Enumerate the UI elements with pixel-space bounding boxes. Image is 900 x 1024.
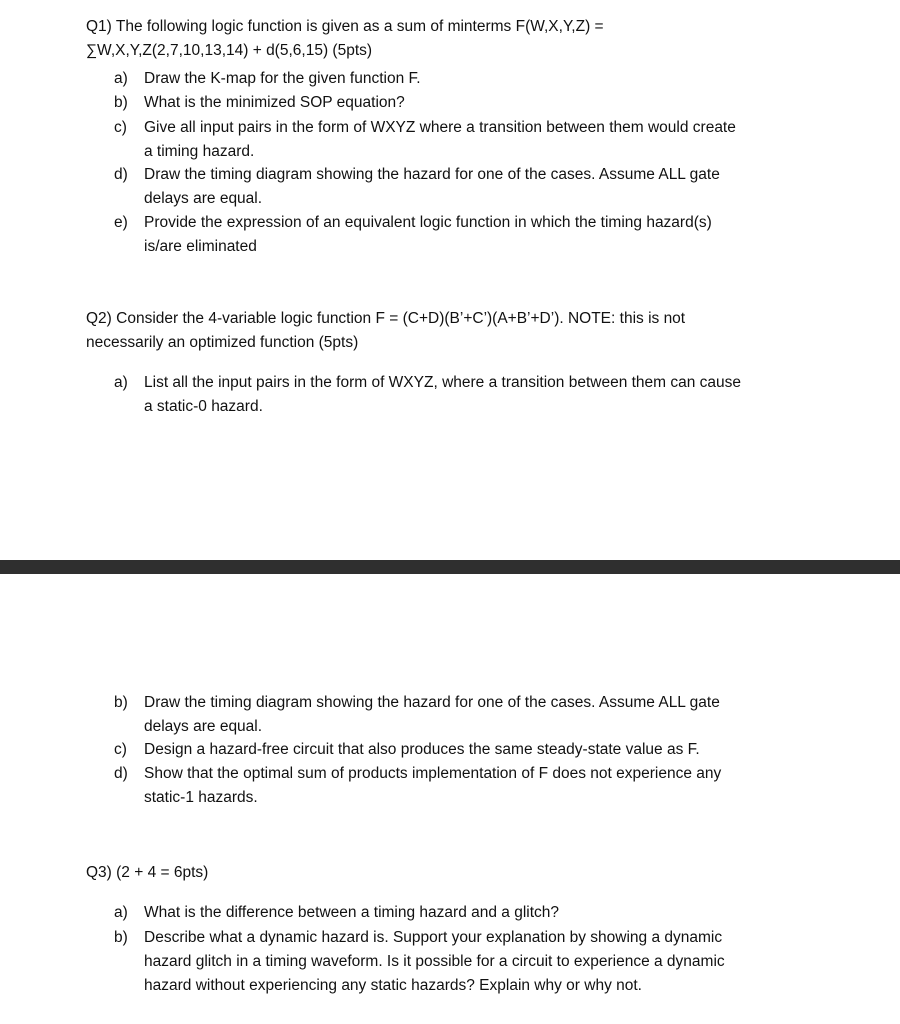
q1-item-e-text xyxy=(144,211,844,259)
q2-item-b-text xyxy=(144,691,844,739)
q2-item-c-text xyxy=(144,738,844,762)
q2-item-d-text xyxy=(144,762,844,810)
q2-item-c-label: c) xyxy=(114,741,127,758)
q1-item-d-label: d) xyxy=(114,166,128,183)
q1-item-b-text xyxy=(144,91,844,115)
q1-item-e-line2: is/are eliminated xyxy=(144,238,257,255)
q1-item-d-line1: Draw the timing diagram showing the hazard for one of the cases. Assume ALL gate xyxy=(144,166,720,183)
q1-item-d-line2: delays are equal. xyxy=(144,190,263,207)
q3-item-b-line3: hazard without experiencing any static hazards? Explain why or why not. xyxy=(144,977,642,994)
q1-item-c-line2: a timing hazard. xyxy=(144,143,255,160)
q2-item-a-label: a) xyxy=(114,374,128,391)
q2-item-b-line1: Draw the timing diagram showing the hazard for one of the cases. Assume ALL gate xyxy=(144,694,720,711)
q1-item-e-label: e) xyxy=(114,214,128,231)
q1-item-c-line1: Give all input pairs in the form of WXYZ where a transition between them would create xyxy=(144,119,736,136)
q1-item-c-text xyxy=(144,116,844,164)
q2-item-b-label: b) xyxy=(114,694,128,711)
q2-item-a-text xyxy=(144,371,844,419)
q2-header xyxy=(86,307,685,355)
q2-header-line1: Q2) Consider the 4-variable logic function F = (C+D)(B’+C’)(A+B’+D’). NOTE: this is not xyxy=(86,310,686,327)
q2-item-c-line1: Design a hazard-free circuit that also produces the same steady-state value as F. xyxy=(144,741,700,758)
q3-item-b-line1: Describe what a dynamic hazard is. Support your explanation by showing a dynamic xyxy=(144,929,723,946)
q1-item-b-line1: What is the minimized SOP equation? xyxy=(144,94,405,111)
q3-header-line1: Q3) (2 + 4 = 6pts) xyxy=(86,864,209,881)
q1-item-a-line1: Draw the K-map for the given function F. xyxy=(144,70,421,87)
q1-item-b-label: b) xyxy=(114,94,128,111)
q2-item-b-line2: delays are equal. xyxy=(144,718,263,735)
q1-header xyxy=(86,15,604,63)
q3-item-b-line2: hazard glitch in a timing waveform. Is it possible for a circuit to experience a dynamic xyxy=(144,953,725,970)
q1-item-a-text xyxy=(144,67,844,91)
q2-item-d-label: d) xyxy=(114,765,128,782)
page-divider xyxy=(0,560,900,574)
q1-item-d-text xyxy=(144,163,844,211)
q1-item-e-line1: Provide the expression of an equivalent logic function in which the timing hazard(s) xyxy=(144,214,712,231)
q1-item-a-label: a) xyxy=(114,70,128,87)
q3-item-a-label: a) xyxy=(114,904,128,921)
q2-header-line2: necessarily an optimized function (5pts) xyxy=(86,334,359,351)
q1-item-c-label: c) xyxy=(114,119,127,136)
q3-item-a-line1: What is the difference between a timing hazard and a glitch? xyxy=(144,904,560,921)
q2-item-a-line1: List all the input pairs in the form of WXYZ, where a transition between them can cause xyxy=(144,374,742,391)
q2-item-a-line2: a static-0 hazard. xyxy=(144,398,263,415)
q1-header-line2: ∑W,X,Y,Z(2,7,10,13,14) + d(5,6,15) (5pts) xyxy=(86,42,373,59)
q1-header-line1: Q1) The following logic function is given as a sum of minterms F(W,X,Y,Z) = xyxy=(86,18,604,35)
q3-item-b-label: b) xyxy=(114,929,128,946)
q2-item-d-line1: Show that the optimal sum of products implementation of F does not experience any xyxy=(144,765,722,782)
q2-item-d-line2: static-1 hazards. xyxy=(144,789,258,806)
document-page-bottom xyxy=(0,574,900,1024)
q3-item-a-text xyxy=(144,901,844,925)
q3-item-b-text xyxy=(144,926,844,998)
q3-header xyxy=(86,861,208,885)
